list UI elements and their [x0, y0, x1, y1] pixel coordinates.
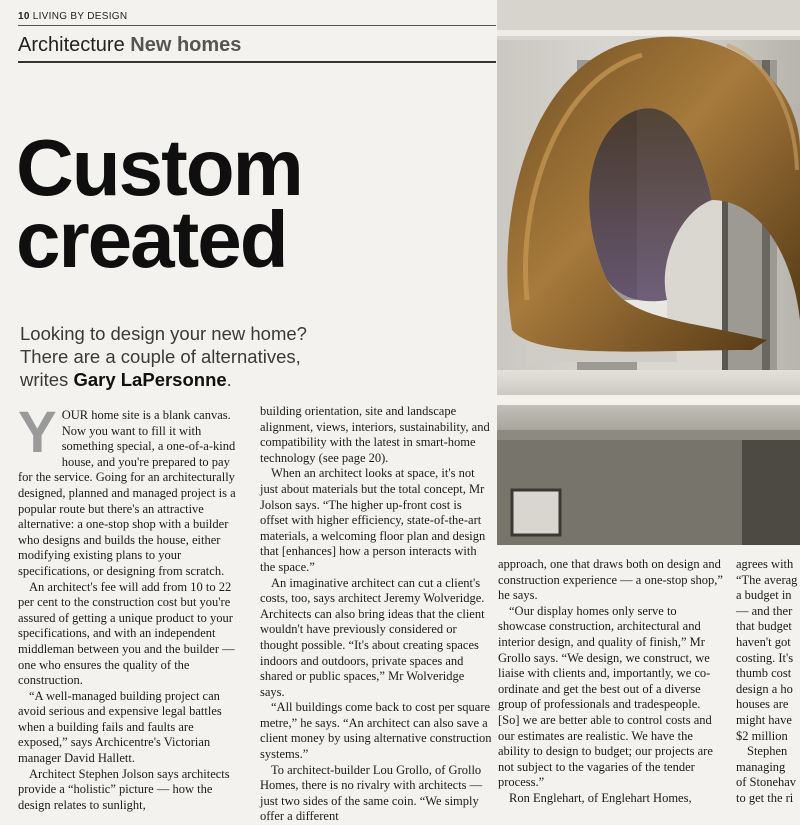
publication-name: LIVING BY DESIGN [32, 11, 128, 22]
running-head [18, 11, 127, 22]
column-line: design a ho [736, 681, 793, 696]
column-line: houses are [736, 697, 789, 712]
body-paragraph: Ron Englehart, of Englehart Homes, [509, 790, 692, 805]
sculpture-photo [497, 0, 800, 545]
body-paragraph: “A well-managed building project can avoid serious and expensive legal battles when a building fails and faults are exposed,” says Archicentre's Victorian manager David Hallett. [18, 688, 222, 766]
column-line: managing [736, 759, 786, 774]
column-line: costing. It's [736, 650, 794, 665]
column-line: $2 million [736, 728, 788, 743]
column-line: — and ther [736, 603, 793, 618]
headline-line-1: Custom [16, 123, 302, 212]
column-line: Stephen [747, 744, 788, 759]
column-line: haven't got [736, 634, 791, 649]
body-paragraph: “All buildings come back to cost per square metre,” he says. “An architect can also save a client money by using alternative construction systems.” [260, 700, 492, 762]
column-line: “The averag [736, 572, 798, 587]
standfirst [20, 322, 490, 391]
paragraph-text: OUR home site is a blank canvas. Now you want to fill it with something special, a one-of-a-kind house, and you're prepared to pay for the service. Going for an architecturally designed, planned and managed project is a popular route but there's an attractive alternative: a one-stop shop with a builder who designs and builds the house, either modifying existing plans to your specifications, or designing from scratch. [18, 408, 236, 578]
section-label: Architecture [18, 34, 125, 56]
bronze-sculpture-image [497, 0, 800, 545]
column-line: of Stonehav [736, 775, 797, 790]
drop-cap: Y [18, 400, 57, 465]
column-line: that budget [736, 619, 792, 634]
body-paragraph: An architect's fee will add from 10 to 22 per cent to the construction cost but you're assured of getting a unique product to your specifications, and with an independent middleman between you and the builder — one who ensures the quality of the construction. [18, 579, 235, 688]
body-paragraph: An imaginative architect can cut a client's costs, too, says architect Jeremy Wolveridge. Architects can also bring ideas that the client wouldn't have previously considered or thought possible. “It's about creating spaces indoors and outdoors, private spaces and shared or public spaces,” Mr Wolveridge says. [260, 575, 485, 699]
body-column-1 [18, 400, 246, 813]
headline [16, 123, 302, 284]
body-paragraph: Architect Stephen Jolson says architects provide a “holistic” picture — how the design relates to sunlight, [18, 766, 230, 812]
body-column-2 [260, 404, 492, 825]
column-line: a budget in [736, 588, 792, 603]
section-sublabel: New homes [130, 34, 242, 56]
byline-period: . [226, 369, 232, 390]
column-line: thumb cost [736, 666, 792, 681]
running-head-rule [18, 25, 496, 26]
body-column-4 [736, 557, 800, 807]
body-paragraph: building orientation, site and landscape alignment, views, interiors, sustainability, and compatibility with the latest in smart-home technology (see page 20). [260, 404, 490, 465]
column-line: agrees with [736, 557, 794, 571]
body-paragraph: When an architect looks at space, it's not just about materials but the total concept, Mr Jolson says. “The higher up-front cost is offset with higher efficiency, state-of-the-art materials, a welcoming floor plan and design that [enhances] how a person interacts with the space.” [260, 466, 486, 574]
section-rule [18, 61, 496, 63]
page-number: 10 [18, 11, 30, 22]
body-paragraph: approach, one that draws both on design and construction experience — a one-stop shop,” he says. [498, 557, 723, 603]
standfirst-line-2: There are a couple of alternatives, [20, 346, 301, 367]
body-column-3 [498, 557, 724, 807]
standfirst-writes: writes [20, 369, 74, 390]
body-paragraph [18, 400, 246, 580]
byline-author: Gary LaPersonne [73, 369, 227, 390]
headline-line-2: created [16, 195, 287, 284]
standfirst-line-3 [20, 368, 490, 391]
column-line: to get the ri [736, 790, 794, 805]
body-paragraph: To architect-builder Lou Grollo, of Grollo Homes, there is no rivalry with architects — just two sides of the same coin. “We simply offer a different [260, 762, 483, 824]
column-line: might have [736, 712, 792, 727]
section-heading [18, 34, 241, 57]
standfirst-line-1: Looking to design your new home? [20, 323, 307, 344]
body-paragraph: “Our display homes only serve to showcase construction, architectural and interior design, and quality of finish,” Mr Grollo says. “We design, we construct, we liaise with clients and, importantly, we co-ordinate and get the best out of a diverse group of professionals and tradespeople. [So] we are better able to control costs and our estimates are realistic. We have the ability to design to budget; our projects are not subject to the vagaries of the tender process.” [498, 603, 713, 790]
